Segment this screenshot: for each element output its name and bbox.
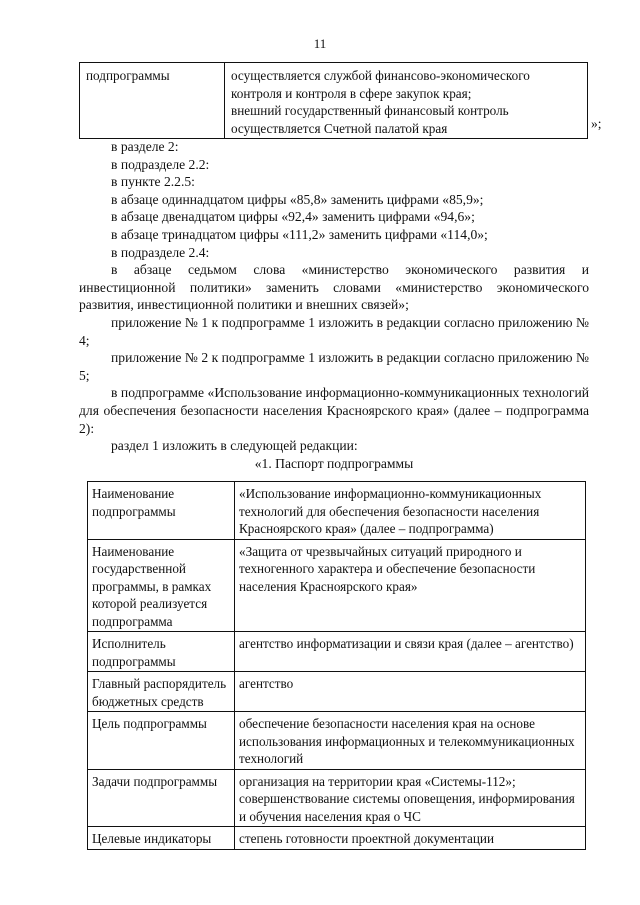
table-cell-line: осуществляется службой финансово-экономического bbox=[231, 68, 530, 83]
table-cell-label: Наименование государственной программы, в рамках которой реализуется подпрограмма bbox=[88, 539, 235, 632]
document-body bbox=[79, 138, 589, 472]
paragraph: приложение № 1 к подпрограмме 1 изложить в редакции согласно приложению № 4; bbox=[79, 314, 589, 348]
paragraph: в абзаце двенадцатом цифры «92,4» заменить цифрами «94,6»; bbox=[111, 209, 475, 225]
table-cell-line: осуществляется Счетной палатой края bbox=[231, 120, 448, 136]
table-cell-line: внешний государственный финансовый контроль bbox=[231, 103, 509, 118]
table-cell-value: агентство информатизации и связи края (далее – агентство) bbox=[235, 632, 586, 672]
table-cell-value: обеспечение безопасности населения края на основе использования информационных и телекоммуникационных технологий bbox=[235, 712, 586, 770]
passport-heading: «1. Паспорт подпрограммы bbox=[254, 455, 414, 471]
table-cell-label: подпрограммы bbox=[80, 63, 225, 139]
table-cell-value: организация на территории края «Системы-112»; совершенствование системы оповещения, информирования и обучения населения края о ЧС bbox=[235, 769, 586, 827]
paragraph: в абзаце одиннадцатом цифры «85,8» заменить цифрами «85,9»; bbox=[111, 191, 484, 207]
table-cell-label: Задачи подпрограммы bbox=[88, 769, 235, 827]
table-row bbox=[88, 827, 586, 850]
table-cell-value: степень готовности проектной документации bbox=[235, 827, 586, 850]
table-cell-label: Целевые индикаторы bbox=[88, 827, 235, 850]
closing-quote: »; bbox=[591, 116, 602, 131]
passport-table bbox=[87, 481, 586, 850]
table-cell-value: «Использование информационно-коммуникационных технологий для обеспечения безопасности населения Красноярского края» (далее – подпрограмма) bbox=[235, 482, 586, 540]
table-row bbox=[88, 712, 586, 770]
table-cell-label: Цель подпрограммы bbox=[88, 712, 235, 770]
table-row bbox=[88, 482, 586, 540]
table-cell-value: агентство bbox=[235, 672, 586, 712]
table-cell-label: Исполнитель подпрограммы bbox=[88, 632, 235, 672]
page-number: 11 bbox=[313, 36, 327, 51]
table-row bbox=[88, 539, 586, 632]
paragraph: в абзаце тринадцатом цифры «111,2» заменить цифрами «114,0»; bbox=[111, 226, 488, 242]
table-row bbox=[88, 769, 586, 827]
paragraph: раздел 1 изложить в следующей редакции: bbox=[111, 438, 358, 454]
table-cell-value: «Защита от чрезвычайных ситуаций природного и техногенного характера и обеспечение безопасности населения Красноярского края» bbox=[235, 539, 586, 632]
table-row bbox=[80, 63, 588, 139]
paragraph: в подразделе 2.2: bbox=[111, 156, 210, 172]
table-cell-label: Главный распорядитель бюджетных средств bbox=[88, 672, 235, 712]
table-row bbox=[88, 672, 586, 712]
table-cell-value bbox=[225, 63, 588, 139]
paragraph: в абзаце седьмом слова «министерство экономического развития и инвестиционной политики» заменить словами «министерство экономического развития, инвестиционной политики и внешних связей»; bbox=[79, 262, 589, 313]
paragraph: в подразделе 2.4: bbox=[111, 244, 210, 260]
paragraph: в пункте 2.2.5: bbox=[111, 174, 195, 190]
previous-table-fragment bbox=[79, 62, 588, 139]
paragraph: приложение № 2 к подпрограмме 1 изложить в редакции согласно приложению № 5; bbox=[79, 350, 589, 383]
table-row bbox=[88, 632, 586, 672]
paragraph: в подпрограмме «Использование информационно-коммуникационных технологий для обеспечения безопасности населения Красноярского края» (далее – подпрограмма 2): bbox=[79, 385, 589, 436]
paragraph: в разделе 2: bbox=[111, 139, 179, 154]
table-cell-label: Наименование подпрограммы bbox=[88, 482, 235, 540]
table-cell-line: контроля и контроля в сфере закупок края; bbox=[231, 85, 472, 101]
